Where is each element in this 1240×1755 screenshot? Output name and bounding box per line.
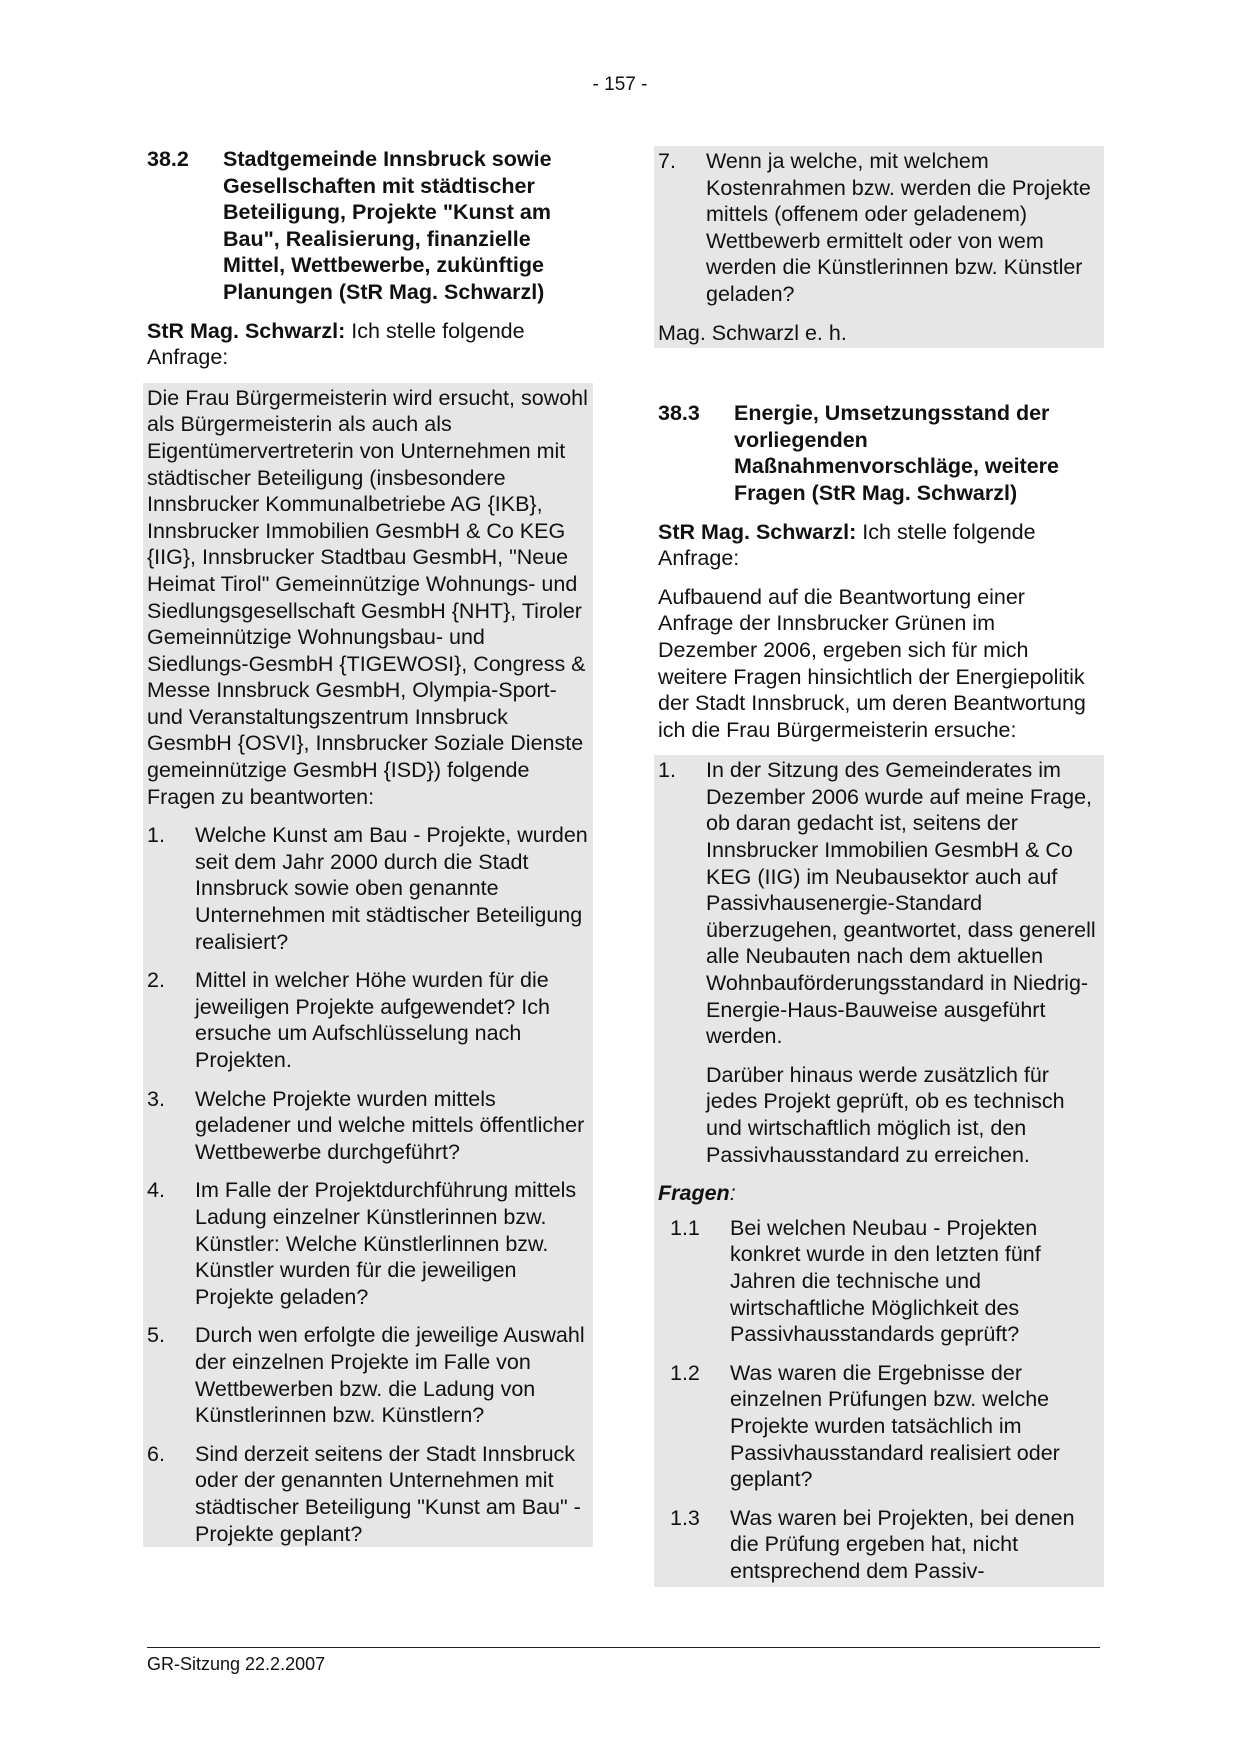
speaker-name: StR Mag. Schwarzl: bbox=[147, 318, 346, 343]
footer-divider bbox=[147, 1647, 1100, 1648]
list-item bbox=[658, 757, 1100, 1050]
item-text: Welche Projekte wurden mittels geladener und welche mittels öffentlicher Wettbewerbe durchgeführt? bbox=[195, 1086, 585, 1164]
item-number: 1. bbox=[147, 823, 165, 848]
item-text: In der Sitzung des Gemeinderates im Dezember 2006 wurde auf meine Frage, ob daran gedacht ist, seitens der Innsbrucker Immobilien GesmbH & Co KEG (IIG) im Neubausektor auch auf Passivhausenergie-Standard überzugehen, geantwortet, dass generell alle Neubauten nach dem aktuellen Wohnbauförderungsstandard in Niedrig-Energie-Haus-Bauweise ausgeführt werden. bbox=[706, 758, 1096, 1049]
body-paragraph: Aufbauend auf die Beantwortung einer Anfrage der Innsbrucker Grünen im Dezember 2006, ergeben sich für mich weitere Fragen hinsichtlich der Energiepolitik der Stadt Innsbruck, um deren Beantwortung ich die Frau Bürgermeisterin ersuche: bbox=[658, 584, 1086, 742]
question-list bbox=[147, 822, 589, 1547]
request-block bbox=[143, 383, 593, 1547]
list-item bbox=[147, 967, 589, 1073]
footer-text: GR-Sitzung 22.2.2007 bbox=[147, 1654, 326, 1674]
item-number: 1.2 bbox=[670, 1360, 700, 1385]
section-title: Energie, Umsetzungsstand der vorliegenden Maßnahmenvorschläge, weitere Fragen (StR Mag. Schwarzl) bbox=[734, 401, 1059, 505]
item-text: Was waren die Ergebnisse der einzelnen Prüfungen bzw. welche Projekte wurden tatsächlich im Passivhausstandard realisiert oder geplant? bbox=[730, 1360, 1060, 1492]
list-item bbox=[147, 1441, 589, 1547]
section-heading-38-2 bbox=[147, 146, 589, 306]
item-number: 2. bbox=[147, 968, 165, 993]
item-text: Bei welchen Neubau - Projekten konkret wurde in den letzten fünf Jahren die technische und wirtschaftliche Möglichkeit des Passivhausstandards geprüft? bbox=[730, 1215, 1041, 1347]
list-item bbox=[658, 1360, 1100, 1493]
item-number: 5. bbox=[147, 1323, 165, 1348]
item-number: 1.1 bbox=[670, 1215, 700, 1240]
item-number: 1.3 bbox=[670, 1505, 700, 1530]
request-continuation bbox=[654, 146, 1104, 348]
item-text: Sind derzeit seitens der Stadt Innsbruck oder der genannten Unternehmen mit städtischer Beteiligung "Kunst am Bau" - Projekte geplant? bbox=[195, 1441, 581, 1546]
list-item bbox=[147, 822, 589, 955]
item-text: Wenn ja welche, mit welchem Kostenrahmen bzw. werden die Projekte mittels (offenem oder geladenem) Wettbewerb ermittelt oder von wem werden die Künstlerinnen bzw. Künstler geladen? bbox=[706, 149, 1091, 306]
item-text: Durch wen erfolgte die jeweilige Auswahl der einzelnen Projekte im Falle von Wettbewerben bzw. die Ladung von Künstlerinnen bzw. Künstlern? bbox=[195, 1323, 585, 1428]
fragen-colon: : bbox=[729, 1181, 736, 1206]
list-item bbox=[658, 148, 1100, 308]
section-number: 38.3 bbox=[658, 401, 700, 426]
right-column bbox=[658, 146, 1100, 1587]
item-number: 1. bbox=[658, 758, 676, 783]
item-number: 6. bbox=[147, 1441, 165, 1466]
question-list-continued bbox=[658, 148, 1100, 308]
list-item bbox=[147, 1086, 589, 1166]
section-title: Stadtgemeinde Innsbruck sowie Gesellschaften mit städtischer Beteiligung, Projekte "Kunst am Bau", Realisierung, finanzielle Mittel, Wettbewerbe, zukünftige Planungen (StR Mag. Schwarzl) bbox=[223, 147, 552, 304]
signoff: Mag. Schwarzl e. h. bbox=[658, 320, 847, 345]
point-list bbox=[658, 757, 1100, 1050]
request-block bbox=[654, 755, 1104, 1586]
speaker-intro bbox=[147, 318, 589, 371]
list-item bbox=[147, 1322, 589, 1428]
intro-text: Ich stelle folgende Anfrage: bbox=[658, 519, 1036, 571]
fragen-text: Fragen bbox=[658, 1181, 730, 1206]
fragen-label bbox=[658, 1180, 1100, 1207]
intro-text: Ich stelle folgende Anfrage: bbox=[147, 318, 525, 370]
page-number: - 157 - bbox=[592, 74, 648, 95]
item-text: Im Falle der Projektdurchführung mittels Ladung einzelner Künstlerinnen bzw. Künstler: Welche Künstlerlinnen bzw. Künstler wurden für die jeweiligen Projekte geladen? bbox=[195, 1178, 577, 1309]
section-heading-38-3 bbox=[658, 400, 1100, 506]
speaker-name: StR Mag. Schwarzl: bbox=[658, 519, 857, 544]
item-text: Welche Kunst am Bau - Projekte, wurden seit dem Jahr 2000 durch die Stadt Innsbruck sowie oben genannte Unternehmen mit städtischer Beteiligung realisiert? bbox=[195, 823, 588, 954]
list-item bbox=[658, 1215, 1100, 1348]
subquestion-list bbox=[658, 1215, 1100, 1587]
left-column bbox=[147, 146, 589, 1547]
list-item bbox=[147, 1177, 589, 1310]
item-number: 7. bbox=[658, 149, 676, 173]
request-paragraph: Die Frau Bürgermeisterin wird ersucht, sowohl als Bürgermeisterin als auch als Eigentümervertreterin von Unternehmen mit städtischer Beteiligung (insbesondere Innsbrucker Kommunalbetriebe AG {IKB}, Innsbrucker Immobilien GesmbH & Co KEG {IIG}, Innsbrucker Stadtbau GesmbH, "Neue Heimat Tirol" Gemeinnützige Wohnungs- und Siedlungsgesellschaft GesmbH {NHT}, Tiroler Gemeinnützige Wohnungsbau- und Siedlungs-GesmbH {TIGEWOSI}, Congress & Messe Innsbruck GesmbH, Olympia-Sport- und Veranstaltungszentrum Innsbruck GesmbH {OSVI}, Innsbrucker Soziale Dienste gemeinnützige GesmbH {ISD}) folgende Fragen zu beantworten: bbox=[147, 385, 588, 809]
item-text: Was waren bei Projekten, bei denen die Prüfung ergeben hat, nicht entsprechend dem Passiv- bbox=[730, 1505, 1075, 1583]
item-text: Mittel in welcher Höhe wurden für die jeweiligen Projekte aufgewendet? Ich ersuche um Aufschlüsselung nach Projekten. bbox=[195, 968, 550, 1072]
item-number: 3. bbox=[147, 1086, 165, 1111]
section-number: 38.2 bbox=[147, 147, 189, 171]
speaker-intro bbox=[658, 519, 1100, 572]
point-continuation: Darüber hinaus werde zusätzlich für jedes Projekt geprüft, ob es technisch und wirtschaftlich möglich ist, den Passivhausstandard zu erreichen. bbox=[706, 1062, 1065, 1167]
list-item bbox=[658, 1505, 1100, 1587]
item-number: 4. bbox=[147, 1178, 165, 1203]
